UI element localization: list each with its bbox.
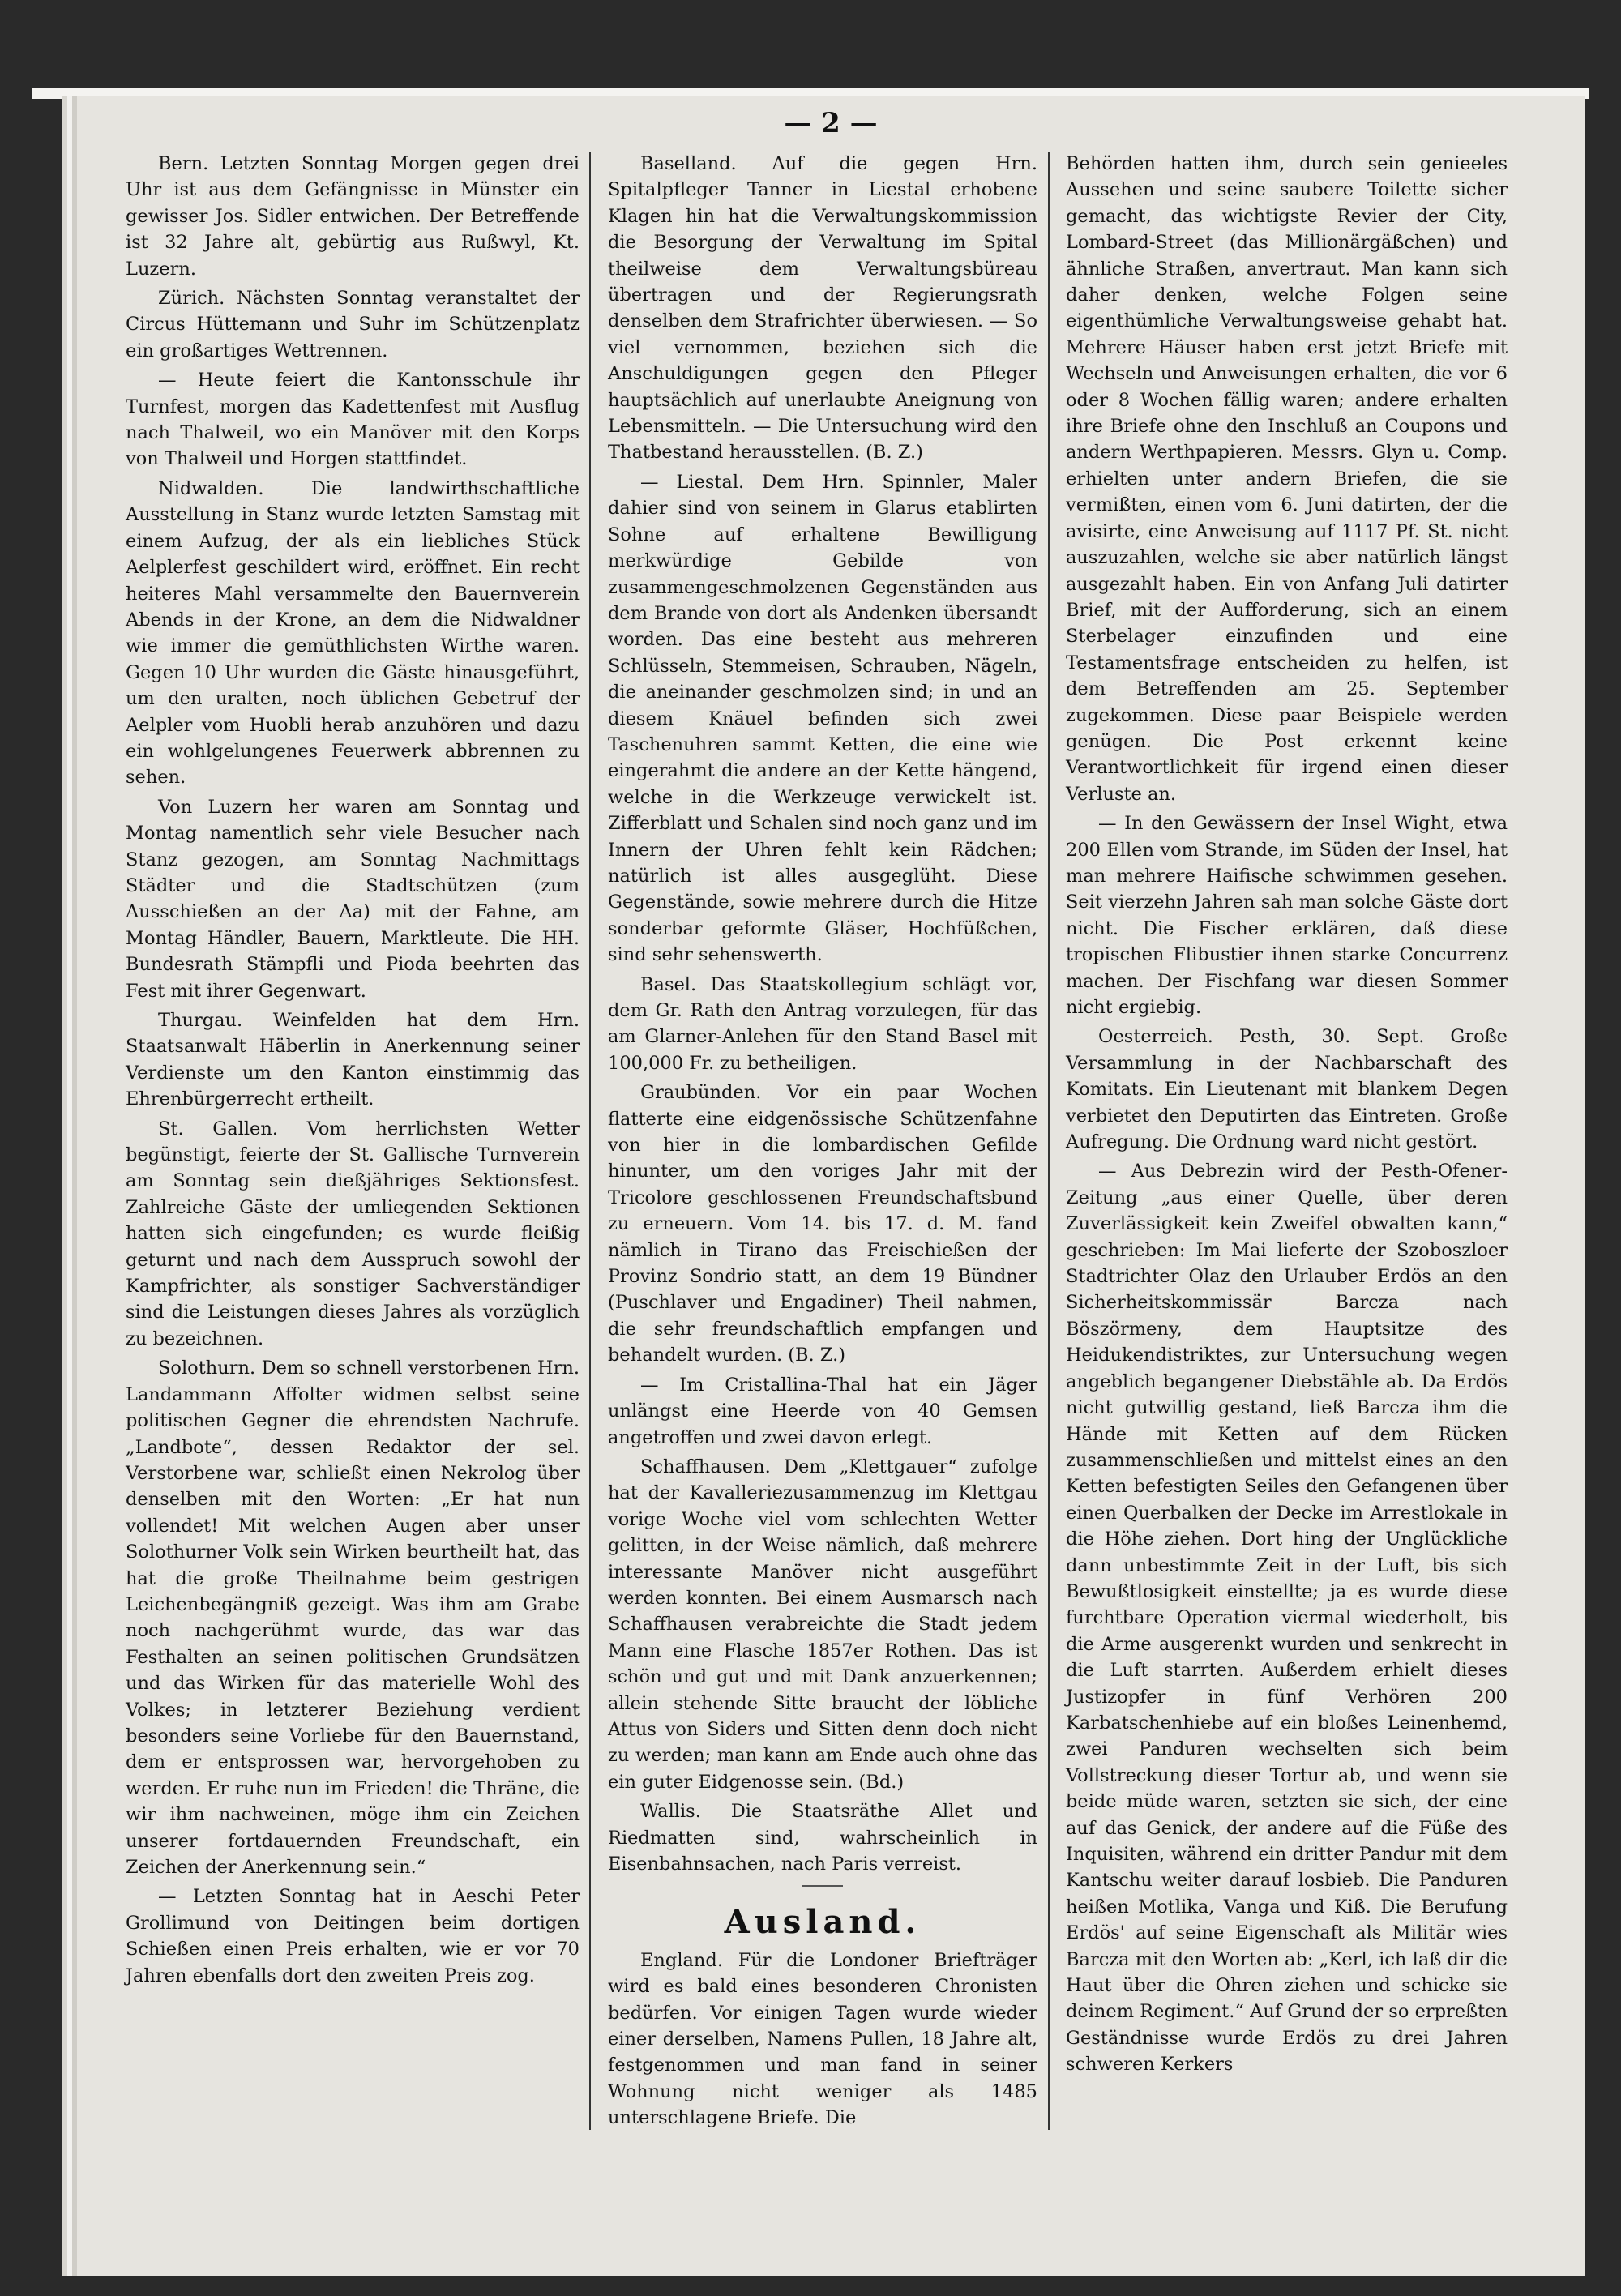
- article-oesterreich: Oesterreich. Pesth, 30. Sept. Große Versammlung in der Nachbarschaft des Komitats. Ein Lieutenant mit blankem Degen verbietet den Deputirten das Eintreten. Große Aufregung. Die Ordnung ward nicht gestört.: [1066, 1026, 1508, 1153]
- article-thurgau: Thurgau. Weinfelden hat dem Hrn. Staatsanwalt Häberlin in Anerkennung seiner Verdienste um den Kanton einstimmig das Ehrenbürgerrecht ertheilt.: [126, 1010, 580, 1110]
- page-number: — 2 —: [784, 107, 878, 139]
- column-1: [126, 151, 580, 1992]
- article-baselland: Baselland. Auf die gegen Hrn. Spitalpfleger Tanner in Liestal erhobene Klagen hin hat die Verwaltungskommission die Besorgung der Verwaltung im Spital theilweise dem Verwaltungsbüreau übertragen und der Regierungsrath denselben dem Strafrichter überwiesen. — So viel vernommen, beziehen sich die Anschuldigungen gegen den Pfleger hauptsächlich auf unerlaubte Aneignung von Lebensmitteln. — Die Untersuchung wird den Thatbestand herausstellen. (B. Z.): [608, 153, 1037, 464]
- article-solothurn: Solothurn. Dem so schnell verstorbenen Hrn. Landammann Affolter widmen selbst seine politischen Gegner die ehrendsten Nachrufe. „Landbote“, dessen Redaktor der sel. Verstorbene war, schließt einen Nekrolog über denselben mit den Worten: „Er hat nun vollendet! Mit welchen Augen aber unser Solothurner Volk sein Wirken beurtheilt hat, das hat die große Theilnahme beim gestrigen Leichenbegängniß gezeigt. Was ihm am Grabe noch nachgerühmt wurde, das war das Festhalten an seinen politischen Grundsätzen und das Wirken für das materielle Wohl des Volkes; in letzterer Beziehung verdient besonders seine Vorliebe für den Bauernstand, dem er entsprossen war, hervorgehoben zu werden. Er ruhe nun im Frieden! die Thräne, die wir ihm nachweinen, möge ihm ein Zeichen unserer fortdauernden Freundschaft, ein Zeichen der Anerkennung sein.“: [126, 1358, 580, 1878]
- article-st-gallen: St. Gallen. Vom herrlichsten Wetter begünstigt, feierte der St. Gallische Turnverein am Sonntag sein dießjähriges Sektionsfest. Zahlreiche Gäste der umliegenden Sektionen hatten sich eingefunden; es wurde fleißig geturnt und nach dem Ausspruch sowohl der Kampfrichter, als sonstiger Sachverständiger sind die Leistungen dieses Jahres als vorzüglich zu bezeichnen.: [126, 1118, 580, 1349]
- section-divider: [802, 1885, 843, 1887]
- column-rule: [589, 152, 591, 2130]
- column-3: [1066, 151, 1508, 2081]
- article-aeschi: — Letzten Sonntag hat in Aeschi Peter Grollimund von Deitingen beim dortigen Schießen einen Preis erhalten, wie er vor 70 Jahren ebenfalls dort den zweiten Preis zog.: [126, 1886, 580, 1986]
- article-luzern: Von Luzern her waren am Sonntag und Montag namentlich sehr viele Besucher nach Stanz gezogen, am Sonntag Nachmittags Städter und die Stadtschützen (zum Ausschießen an der Aa) mit der Fahne, am Montag Händler, Bauern, Marktleute. Die HH. Bundesrath Stämpfli und Pioda beehrten das Fest mit ihrer Gegenwart.: [126, 796, 580, 1002]
- section-heading-ausland: Ausland.: [724, 1903, 922, 1942]
- article-schaffhausen: Schaffhausen. Dem „Klettgauer“ zufolge hat der Kavalleriezusammenzug im Klettgau vorige Woche viel vom schlechten Wetter gelitten, in der Weise nämlich, daß mehrere interessante Manöver nicht ausgeführt werden konnten. Bei einem Ausmarsch nach Schaffhausen verabreichte die Stadt jedem Mann eine Flasche 1857er Rothen. Das ist schön und gut und mit Dank anzuerkennen; allein stehende Sitte braucht der löbliche Attus von Siders und Sitten denn doch nicht zu werden; man kann am Ende auch ohne das ein guter Eidgenosse sein. (Bd.): [608, 1456, 1037, 1793]
- article-liestal: — Liestal. Dem Hrn. Spinnler, Maler dahier sind von seinem in Glarus etablirten Sohne auf erhaltene Bewilligung merkwürdige Gebilde von zusammengeschmolzenen Gegenständen aus dem Brande von dort als Andenken übersandt worden. Das eine besteht aus mehreren Schlüsseln, Stemmeisen, Schrauben, Nägeln, die aneinander geschmolzen sind; in und an diesem Knäuel befinden sich zwei Taschenuhren sammt Ketten, die eine wie eingerahmt die andere an der Kette hängend, welche in die Werkzeuge verwickelt ist. Zifferblatt und Schalen sind noch ganz und im Innern der Uhren fehlt kein Rädchen; natürlich ist alles ausgeglüht. Diese Gegenstände, sowie mehrere durch die Hitze sonderbar geformte Gläser, Hochfüßchen, sind sehr sehenswerth.: [608, 471, 1037, 966]
- column-2: [608, 151, 1037, 2135]
- article-graubuenden: Graubünden. Vor ein paar Wochen flatterte eine eidgenössische Schützenfahne von hier in die lombardischen Gefilde hinunter, um den voriges Jahr mit der Tricolore geschlossenen Freundschaftsbund zu erneuern. Vom 14. bis 17. d. M. fand nämlich in Tirano das Freischießen der Provinz Sondrio statt, an dem 19 Bündner (Puschlaver und Engadiner) Theil nahmen, die sehr freundschaftlich empfangen und behandelt wurden. (B. Z.): [608, 1082, 1037, 1366]
- article-wight: — In den Gewässern der Insel Wight, etwa 200 Ellen vom Strande, im Süden der Insel, hat man mehrere Haifische schwimmen gesehen. Seit vierzehn Jahren sah man solche Gäste dort nicht. Die Fischer erklären, daß diese tropischen Flibustier ihnen starke Concurrenz machen. Der Fischfang war diesen Sommer nicht ergiebig.: [1066, 813, 1508, 1018]
- article-debrezin: — Aus Debrezin wird der Pesth-Ofener-Zeitung „aus einer Quelle, über deren Zuverlässigkeit kein Zweifel obwalten kann,“ geschrieben: Im Mai lieferte der Szoboszloer Stadtrichter Olaz den Urlauber Erdös an den Sicherheitskommissär Barcza nach Böszörmeny, dem Hauptsitze des Heidukendistriktes, zur Untersuchung wegen angeblich begangener Diebstähle ab. Da Erdös nicht gutwillig gestand, ließ Barcza ihm die Hände mit Ketten auf dem Rücken zusammenschließen und mittelst eines an den Ketten befestigten Seiles den Gefangenen über einen Querbalken der Decke im Arrestlokale in die Höhe ziehen. Dort hing der Unglückliche dann unbestimmte Zeit in der Luft, bis sich Bewußtlosigkeit einstellte; ja es wurde diese furchtbare Operation viermal wiederholt, bis die Arme ausgerenkt wurden und senkrecht in die Luft starrten. Außerdem erhielt dieses Justizopfer in fünf Verhören 200 Karbatschenhiebe auf ein bloßes Leinenhemd, zwei Panduren wechselten sich beim Vollstreckung dieser Tortur ab, und wenn sie beide müde waren, setzten sie sich, der eine auf das Genick, der andere auf die Füße des Inquisiten, während ein dritter Pandur mit dem Kantschu weiter darauf losbieb. Die Panduren heißen Motlika, Vanga und Kiß. Die Berufung Erdös' auf seine Eigenschaft als Militär wies Barcza mit den Worten ab: „Kerl, ich laß dir die Haut über die Ohren ziehen und schicke sie deinem Regiment.“ Auf Grund der so erpreßten Geständnisse wurde Erdös zu drei Jahren schweren Kerkers: [1066, 1161, 1508, 2076]
- article-zuerich-turnfest: — Heute feiert die Kantonsschule ihr Turnfest, morgen das Kadettenfest mit Ausflug nach Thalweil, wo ein Manöver mit den Korps von Thalweil und Horgen stattfindet.: [126, 370, 580, 470]
- article-basel: Basel. Das Staatskollegium schlägt vor, dem Gr. Rath den Antrag vorzulegen, für das am Glarner-Anlehen für den Stand Basel mit 100,000 Fr. zu betheiligen.: [608, 973, 1037, 1074]
- column-rule: [1048, 152, 1050, 2130]
- article-bern: Bern. Letzten Sonntag Morgen gegen drei Uhr ist aus dem Gefängnisse in Münster ein gewisser Jos. Sidler entwichen. Der Betreffende ist 32 Jahre alt, gebürtig aus Rußwyl, Kt. Luzern.: [126, 153, 580, 280]
- article-cristallina: — Im Cristallina-Thal hat ein Jäger unlängst eine Heerde von 40 Gemsen angetroffen und zwei davon erlegt.: [608, 1374, 1037, 1448]
- article-wallis: Wallis. Die Staatsräthe Allet und Riedmatten sind, wahrscheinlich in Eisenbahnsachen, nach Paris verreist.: [608, 1801, 1037, 1875]
- article-england: England. Für die Londoner Briefträger wird es bald eines besonderen Chronisten bedürfen. Vor einigen Tagen wurde wieder einer derselben, Namens Pullen, 18 Jahre alt, festgenommen und man fand in seiner Wohnung nicht weniger als 1485 unterschlagene Briefe. Die: [608, 1949, 1037, 2129]
- newspaper-page: [77, 96, 1585, 2276]
- article-england-cont: Behörden hatten ihm, durch sein genieeles Aussehen und seine saubere Toilette sicher gemacht, das wichtigste Revier der City, Lombard-Street (das Millionärgäßchen) und ähnliche Straßen, anvertraut. Man kann sich daher denken, welche Folgen seine eigenthümliche Verwaltungsweise gehabt hat. Mehrere Häuser haben erst jetzt Briefe mit Wechseln und Anweisungen erhalten, die vor 6 oder 8 Wochen fällig waren; andere erhalten ihre Briefe ohne den Inschluß an Coupons und andern Werthpapieren. Messrs. Glyn u. Comp. erhielten unter andern Briefen, die sie vermißten, einen vom 6. Juni datirten, der die avisirte, eine Anweisung auf 1117 Pf. St. nicht auszuzahlen, welche sie aber natürlich längst ausgezahlt haben. Ein von Anfang Juli datirter Brief, mit der Aufforderung, sich an einem Sterbelager einzufinden und eine Testamentsfrage entscheiden zu helfen, ist dem Betreffenden am 25. September zugekommen. Diese paar Beispiele werden genügen. Die Post erkennt keine Verantwortlichkeit für irgend einen dieser Verluste an.: [1066, 153, 1508, 805]
- article-nidwalden: Nidwalden. Die landwirthschaftliche Ausstellung in Stanz wurde letzten Samstag mit einem Aufzug, der als ein liebliches Stück Aelplerfest geschildert wird, eröffnet. Ein recht heiteres Mahl versammelte den Bauernverein Abends in der Krone, an dem die Nidwaldner wie immer die gemüthlichsten Wirthe waren. Gegen 10 Uhr wurden die Gäste hinausgeführt, um den uralten, noch üblichen Gebetruf der Aelpler vom Huobli herab anzuhören und dazu ein wohlgelungenes Feuerwerk abbrennen zu sehen.: [126, 477, 580, 789]
- article-zuerich: Zürich. Nächsten Sonntag veranstaltet der Circus Hüttemann und Suhr im Schützenplatz ein großartiges Wettrennen.: [126, 288, 580, 361]
